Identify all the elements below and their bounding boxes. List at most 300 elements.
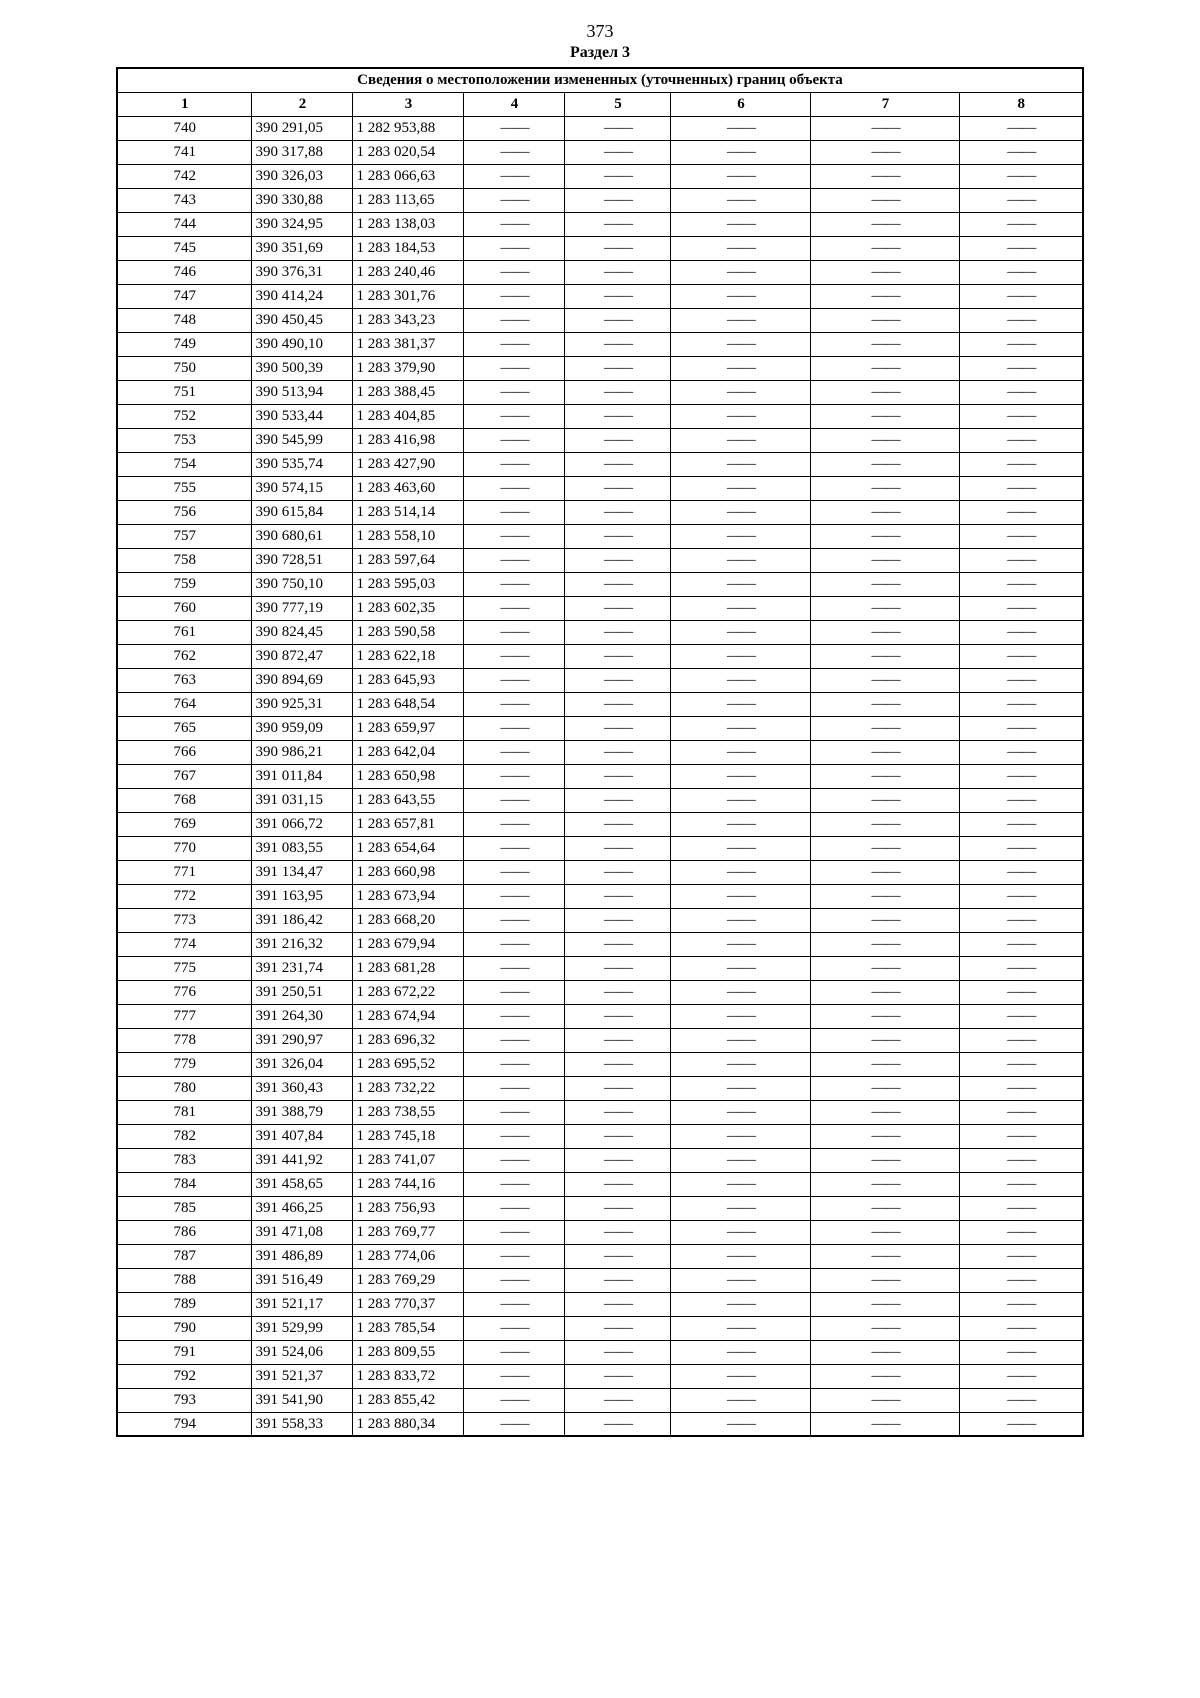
point-number-cell: 788 xyxy=(117,1268,252,1292)
coord-x-cell: 391 163,95 xyxy=(252,884,353,908)
dash-cell: —— xyxy=(811,404,960,428)
dash-cell: —— xyxy=(565,1076,671,1100)
coord-y-cell: 1 283 756,93 xyxy=(353,1196,464,1220)
dash-cell: —— xyxy=(464,884,565,908)
coord-x-cell: 391 541,90 xyxy=(252,1388,353,1412)
point-number-cell: 765 xyxy=(117,716,252,740)
table-row xyxy=(117,980,1083,1004)
dash-cell: —— xyxy=(565,716,671,740)
dash-cell: —— xyxy=(671,404,811,428)
coord-y-cell: 1 283 343,23 xyxy=(353,308,464,332)
dash-cell: —— xyxy=(464,812,565,836)
dash-cell: —— xyxy=(565,1364,671,1388)
dash-cell: —— xyxy=(960,908,1083,932)
dash-cell: —— xyxy=(565,1148,671,1172)
column-header-7: 7 xyxy=(811,92,960,116)
dash-cell: —— xyxy=(811,1076,960,1100)
table-row xyxy=(117,596,1083,620)
point-number-cell: 790 xyxy=(117,1316,252,1340)
dash-cell: —— xyxy=(464,1052,565,1076)
dash-cell: —— xyxy=(671,188,811,212)
coord-x-cell: 390 326,03 xyxy=(252,164,353,188)
table-row xyxy=(117,1220,1083,1244)
point-number-cell: 749 xyxy=(117,332,252,356)
dash-cell: —— xyxy=(811,188,960,212)
dash-cell: —— xyxy=(565,860,671,884)
dash-cell: —— xyxy=(671,644,811,668)
table-row xyxy=(117,1028,1083,1052)
dash-cell: —— xyxy=(565,1100,671,1124)
coord-x-cell: 390 317,88 xyxy=(252,140,353,164)
dash-cell: —— xyxy=(671,956,811,980)
table-row xyxy=(117,812,1083,836)
table-title: Сведения о местоположении измененных (уточненных) границ объекта xyxy=(117,68,1083,92)
coord-x-cell: 391 471,08 xyxy=(252,1220,353,1244)
point-number-cell: 782 xyxy=(117,1124,252,1148)
coord-x-cell: 391 134,47 xyxy=(252,860,353,884)
dash-cell: —— xyxy=(565,932,671,956)
dash-cell: —— xyxy=(464,1316,565,1340)
dash-cell: —— xyxy=(811,572,960,596)
coord-y-cell: 1 283 184,53 xyxy=(353,236,464,260)
dash-cell: —— xyxy=(464,308,565,332)
dash-cell: —— xyxy=(811,1220,960,1244)
coord-y-cell: 1 283 595,03 xyxy=(353,572,464,596)
page-number: 373 xyxy=(586,21,614,41)
dash-cell: —— xyxy=(565,524,671,548)
dash-cell: —— xyxy=(464,980,565,1004)
coord-y-cell: 1 283 679,94 xyxy=(353,932,464,956)
coord-y-cell: 1 283 514,14 xyxy=(353,500,464,524)
dash-cell: —— xyxy=(960,452,1083,476)
dash-cell: —— xyxy=(811,476,960,500)
point-number-cell: 792 xyxy=(117,1364,252,1388)
dash-cell: —— xyxy=(960,1340,1083,1364)
coord-x-cell: 390 513,94 xyxy=(252,380,353,404)
dash-cell: —— xyxy=(671,428,811,452)
dash-cell: —— xyxy=(565,668,671,692)
dash-cell: —— xyxy=(464,620,565,644)
dash-cell: —— xyxy=(464,1388,565,1412)
dash-cell: —— xyxy=(811,1148,960,1172)
dash-cell: —— xyxy=(464,380,565,404)
dash-cell: —— xyxy=(960,1076,1083,1100)
dash-cell: —— xyxy=(464,716,565,740)
table-row xyxy=(117,476,1083,500)
dash-cell: —— xyxy=(811,788,960,812)
dash-cell: —— xyxy=(671,164,811,188)
dash-cell: —— xyxy=(811,548,960,572)
coord-x-cell: 391 388,79 xyxy=(252,1100,353,1124)
dash-cell: —— xyxy=(960,644,1083,668)
column-header-8: 8 xyxy=(960,92,1083,116)
point-number-cell: 743 xyxy=(117,188,252,212)
dash-cell: —— xyxy=(811,236,960,260)
dash-cell: —— xyxy=(811,116,960,140)
dash-cell: —— xyxy=(464,476,565,500)
dash-cell: —— xyxy=(565,500,671,524)
dash-cell: —— xyxy=(960,1268,1083,1292)
table-row xyxy=(117,284,1083,308)
dash-cell: —— xyxy=(811,164,960,188)
dash-cell: —— xyxy=(565,1004,671,1028)
dash-cell: —— xyxy=(565,692,671,716)
point-number-cell: 756 xyxy=(117,500,252,524)
dash-cell: —— xyxy=(811,380,960,404)
dash-cell: —— xyxy=(811,716,960,740)
dash-cell: —— xyxy=(960,1028,1083,1052)
point-number-cell: 770 xyxy=(117,836,252,860)
dash-cell: —— xyxy=(671,836,811,860)
dash-cell: —— xyxy=(671,1244,811,1268)
coord-y-cell: 1 283 642,04 xyxy=(353,740,464,764)
coord-y-cell: 1 283 590,58 xyxy=(353,620,464,644)
dash-cell: —— xyxy=(464,140,565,164)
coord-x-cell: 390 330,88 xyxy=(252,188,353,212)
table-row xyxy=(117,1340,1083,1364)
dash-cell: —— xyxy=(811,260,960,284)
point-number-cell: 761 xyxy=(117,620,252,644)
dash-cell: —— xyxy=(565,812,671,836)
dash-cell: —— xyxy=(960,836,1083,860)
dash-cell: —— xyxy=(811,1388,960,1412)
dash-cell: —— xyxy=(960,116,1083,140)
coord-y-cell: 1 283 404,85 xyxy=(353,404,464,428)
dash-cell: —— xyxy=(960,428,1083,452)
coord-x-cell: 390 894,69 xyxy=(252,668,353,692)
coord-x-cell: 391 458,65 xyxy=(252,1172,353,1196)
dash-cell: —— xyxy=(811,524,960,548)
dash-cell: —— xyxy=(811,1316,960,1340)
point-number-cell: 791 xyxy=(117,1340,252,1364)
dash-cell: —— xyxy=(671,1316,811,1340)
table-row xyxy=(117,620,1083,644)
dash-cell: —— xyxy=(565,1124,671,1148)
point-number-cell: 768 xyxy=(117,788,252,812)
dash-cell: —— xyxy=(565,1340,671,1364)
point-number-cell: 772 xyxy=(117,884,252,908)
dash-cell: —— xyxy=(565,212,671,236)
dash-cell: —— xyxy=(671,524,811,548)
dash-cell: —— xyxy=(811,596,960,620)
table-row xyxy=(117,668,1083,692)
dash-cell: —— xyxy=(811,860,960,884)
point-number-cell: 763 xyxy=(117,668,252,692)
dash-cell: —— xyxy=(565,380,671,404)
column-header-6: 6 xyxy=(671,92,811,116)
dash-cell: —— xyxy=(565,1052,671,1076)
dash-cell: —— xyxy=(811,932,960,956)
point-number-cell: 793 xyxy=(117,1388,252,1412)
point-number-cell: 786 xyxy=(117,1220,252,1244)
coord-x-cell: 391 186,42 xyxy=(252,908,353,932)
coord-y-cell: 1 283 745,18 xyxy=(353,1124,464,1148)
point-number-cell: 773 xyxy=(117,908,252,932)
dash-cell: —— xyxy=(811,1124,960,1148)
dash-cell: —— xyxy=(671,620,811,644)
dash-cell: —— xyxy=(565,452,671,476)
dash-cell: —— xyxy=(671,1004,811,1028)
dash-cell: —— xyxy=(464,404,565,428)
coord-x-cell: 390 777,19 xyxy=(252,596,353,620)
coord-x-cell: 391 231,74 xyxy=(252,956,353,980)
dash-cell: —— xyxy=(565,1220,671,1244)
table-row xyxy=(117,1148,1083,1172)
dash-cell: —— xyxy=(960,524,1083,548)
dash-cell: —— xyxy=(671,1268,811,1292)
coord-x-cell: 390 500,39 xyxy=(252,356,353,380)
table-row xyxy=(117,500,1083,524)
dash-cell: —— xyxy=(811,764,960,788)
dash-cell: —— xyxy=(960,260,1083,284)
point-number-cell: 794 xyxy=(117,1412,252,1436)
dash-cell: —— xyxy=(811,620,960,644)
point-number-cell: 779 xyxy=(117,1052,252,1076)
table-row xyxy=(117,932,1083,956)
dash-cell: —— xyxy=(464,500,565,524)
dash-cell: —— xyxy=(464,1220,565,1244)
table-row xyxy=(117,1268,1083,1292)
dash-cell: —— xyxy=(811,356,960,380)
coord-y-cell: 1 283 381,37 xyxy=(353,332,464,356)
dash-cell: —— xyxy=(671,500,811,524)
dash-cell: —— xyxy=(811,1028,960,1052)
dash-cell: —— xyxy=(464,788,565,812)
coord-x-cell: 391 521,17 xyxy=(252,1292,353,1316)
dash-cell: —— xyxy=(464,956,565,980)
coord-y-cell: 1 283 833,72 xyxy=(353,1364,464,1388)
dash-cell: —— xyxy=(565,1388,671,1412)
dash-cell: —— xyxy=(464,1340,565,1364)
coord-x-cell: 390 750,10 xyxy=(252,572,353,596)
coord-y-cell: 1 282 953,88 xyxy=(353,116,464,140)
table-row xyxy=(117,188,1083,212)
dash-cell: —— xyxy=(565,284,671,308)
dash-cell: —— xyxy=(960,1412,1083,1436)
dash-cell: —— xyxy=(960,1364,1083,1388)
dash-cell: —— xyxy=(565,476,671,500)
column-header-5: 5 xyxy=(565,92,671,116)
dash-cell: —— xyxy=(811,956,960,980)
dash-cell: —— xyxy=(565,596,671,620)
dash-cell: —— xyxy=(960,572,1083,596)
boundary-coordinates-table xyxy=(116,67,1084,1437)
column-header-1: 1 xyxy=(117,92,252,116)
dash-cell: —— xyxy=(960,1196,1083,1220)
coord-x-cell: 390 925,31 xyxy=(252,692,353,716)
dash-cell: —— xyxy=(565,572,671,596)
dash-cell: —— xyxy=(960,1148,1083,1172)
point-number-cell: 789 xyxy=(117,1292,252,1316)
table-row xyxy=(117,572,1083,596)
coord-x-cell: 391 521,37 xyxy=(252,1364,353,1388)
dash-cell: —— xyxy=(464,1364,565,1388)
coord-x-cell: 390 324,95 xyxy=(252,212,353,236)
coord-x-cell: 390 728,51 xyxy=(252,548,353,572)
dash-cell: —— xyxy=(811,1172,960,1196)
dash-cell: —— xyxy=(960,1292,1083,1316)
dash-cell: —— xyxy=(960,236,1083,260)
dash-cell: —— xyxy=(960,476,1083,500)
coord-x-cell: 390 351,69 xyxy=(252,236,353,260)
dash-cell: —— xyxy=(565,548,671,572)
coord-y-cell: 1 283 809,55 xyxy=(353,1340,464,1364)
point-number-cell: 747 xyxy=(117,284,252,308)
dash-cell: —— xyxy=(464,1196,565,1220)
table-row xyxy=(117,212,1083,236)
table-row xyxy=(117,428,1083,452)
dash-cell: —— xyxy=(565,356,671,380)
table-row xyxy=(117,956,1083,980)
dash-cell: —— xyxy=(960,500,1083,524)
dash-cell: —— xyxy=(960,596,1083,620)
dash-cell: —— xyxy=(565,1244,671,1268)
dash-cell: —— xyxy=(811,740,960,764)
dash-cell: —— xyxy=(671,356,811,380)
coord-y-cell: 1 283 696,32 xyxy=(353,1028,464,1052)
dash-cell: —— xyxy=(671,884,811,908)
dash-cell: —— xyxy=(671,1412,811,1436)
dash-cell: —— xyxy=(671,116,811,140)
dash-cell: —— xyxy=(960,932,1083,956)
point-number-cell: 764 xyxy=(117,692,252,716)
dash-cell: —— xyxy=(960,1388,1083,1412)
dash-cell: —— xyxy=(671,908,811,932)
dash-cell: —— xyxy=(960,1172,1083,1196)
dash-cell: —— xyxy=(464,164,565,188)
dash-cell: —— xyxy=(464,764,565,788)
coord-y-cell: 1 283 672,22 xyxy=(353,980,464,1004)
table-row xyxy=(117,236,1083,260)
dash-cell: —— xyxy=(671,476,811,500)
table-row xyxy=(117,716,1083,740)
dash-cell: —— xyxy=(671,452,811,476)
table-row xyxy=(117,1244,1083,1268)
dash-cell: —— xyxy=(671,716,811,740)
dash-cell: —— xyxy=(671,380,811,404)
coord-y-cell: 1 283 643,55 xyxy=(353,788,464,812)
coord-y-cell: 1 283 774,06 xyxy=(353,1244,464,1268)
coord-y-cell: 1 283 770,37 xyxy=(353,1292,464,1316)
dash-cell: —— xyxy=(811,1292,960,1316)
dash-cell: —— xyxy=(960,716,1083,740)
coord-y-cell: 1 283 301,76 xyxy=(353,284,464,308)
dash-cell: —— xyxy=(565,1292,671,1316)
table-row xyxy=(117,1292,1083,1316)
dash-cell: —— xyxy=(960,740,1083,764)
coord-x-cell: 391 516,49 xyxy=(252,1268,353,1292)
table-row xyxy=(117,836,1083,860)
table-row xyxy=(117,692,1083,716)
dash-cell: —— xyxy=(960,548,1083,572)
dash-cell: —— xyxy=(811,1340,960,1364)
dash-cell: —— xyxy=(464,428,565,452)
coord-x-cell: 390 959,09 xyxy=(252,716,353,740)
coord-x-cell: 390 872,47 xyxy=(252,644,353,668)
dash-cell: —— xyxy=(464,1244,565,1268)
dash-cell: —— xyxy=(811,428,960,452)
coord-x-cell: 390 490,10 xyxy=(252,332,353,356)
coord-y-cell: 1 283 738,55 xyxy=(353,1100,464,1124)
dash-cell: —— xyxy=(811,212,960,236)
coord-y-cell: 1 283 660,98 xyxy=(353,860,464,884)
dash-cell: —— xyxy=(960,164,1083,188)
dash-cell: —— xyxy=(671,788,811,812)
dash-cell: —— xyxy=(960,788,1083,812)
dash-cell: —— xyxy=(565,164,671,188)
dash-cell: —— xyxy=(811,1364,960,1388)
dash-cell: —— xyxy=(960,188,1083,212)
coord-x-cell: 391 250,51 xyxy=(252,980,353,1004)
dash-cell: —— xyxy=(671,1364,811,1388)
coord-x-cell: 391 441,92 xyxy=(252,1148,353,1172)
dash-cell: —— xyxy=(565,308,671,332)
coord-y-cell: 1 283 558,10 xyxy=(353,524,464,548)
dash-cell: —— xyxy=(960,692,1083,716)
dash-cell: —— xyxy=(464,284,565,308)
point-number-cell: 777 xyxy=(117,1004,252,1028)
point-number-cell: 784 xyxy=(117,1172,252,1196)
dash-cell: —— xyxy=(464,260,565,284)
dash-cell: —— xyxy=(960,812,1083,836)
coord-x-cell: 391 524,06 xyxy=(252,1340,353,1364)
dash-cell: —— xyxy=(565,404,671,428)
dash-cell: —— xyxy=(811,140,960,164)
dash-cell: —— xyxy=(671,548,811,572)
dash-cell: —— xyxy=(671,740,811,764)
column-number-row xyxy=(117,92,1083,116)
dash-cell: —— xyxy=(671,1196,811,1220)
table-row xyxy=(117,452,1083,476)
dash-cell: —— xyxy=(565,836,671,860)
dash-cell: —— xyxy=(811,644,960,668)
coord-y-cell: 1 283 602,35 xyxy=(353,596,464,620)
dash-cell: —— xyxy=(960,308,1083,332)
coord-y-cell: 1 283 855,42 xyxy=(353,1388,464,1412)
coord-x-cell: 390 824,45 xyxy=(252,620,353,644)
dash-cell: —— xyxy=(464,548,565,572)
table-row xyxy=(117,1052,1083,1076)
point-number-cell: 753 xyxy=(117,428,252,452)
dash-cell: —— xyxy=(960,956,1083,980)
dash-cell: —— xyxy=(565,740,671,764)
point-number-cell: 780 xyxy=(117,1076,252,1100)
coord-y-cell: 1 283 695,52 xyxy=(353,1052,464,1076)
table-header xyxy=(117,68,1083,116)
coord-y-cell: 1 283 674,94 xyxy=(353,1004,464,1028)
table-row xyxy=(117,332,1083,356)
column-header-4: 4 xyxy=(464,92,565,116)
dash-cell: —— xyxy=(565,884,671,908)
coord-x-cell: 391 083,55 xyxy=(252,836,353,860)
dash-cell: —— xyxy=(960,140,1083,164)
dash-cell: —— xyxy=(464,668,565,692)
dash-cell: —— xyxy=(960,1316,1083,1340)
point-number-cell: 750 xyxy=(117,356,252,380)
table-row xyxy=(117,764,1083,788)
dash-cell: —— xyxy=(565,188,671,212)
table-row xyxy=(117,1196,1083,1220)
point-number-cell: 781 xyxy=(117,1100,252,1124)
dash-cell: —— xyxy=(464,1292,565,1316)
dash-cell: —— xyxy=(811,908,960,932)
dash-cell: —— xyxy=(671,332,811,356)
dash-cell: —— xyxy=(565,644,671,668)
dash-cell: —— xyxy=(960,212,1083,236)
point-number-cell: 754 xyxy=(117,452,252,476)
column-header-3: 3 xyxy=(353,92,464,116)
dash-cell: —— xyxy=(565,764,671,788)
